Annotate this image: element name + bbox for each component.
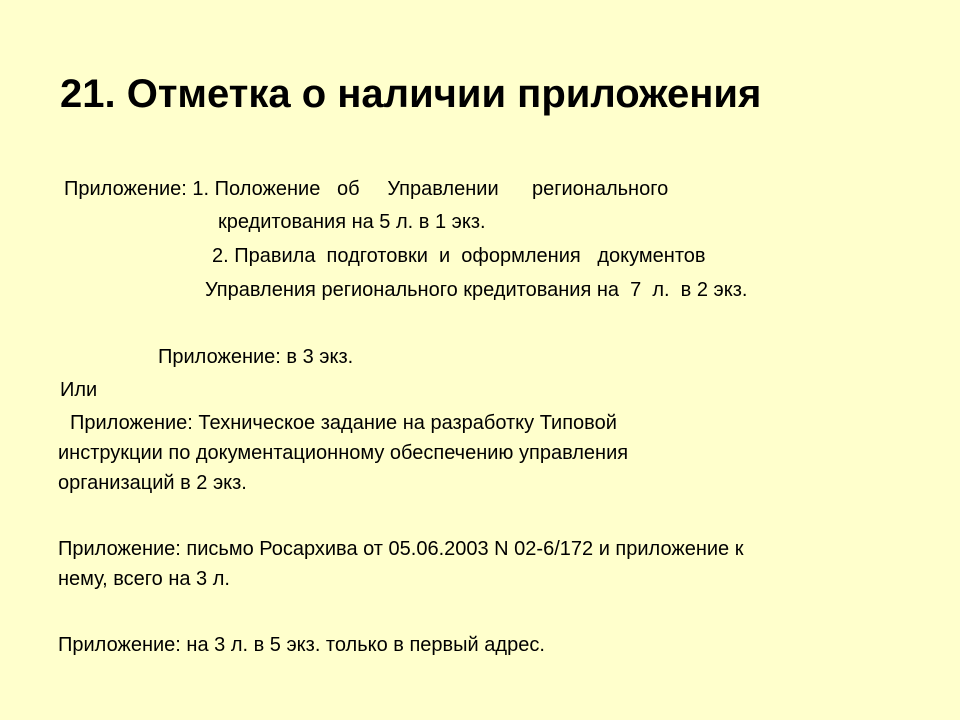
example1-line3: 2. Правила подготовки и оформления документов <box>212 245 706 267</box>
example4-line1: Приложение: письмо Росархива от 05.06.2003 N 02-6/172 и приложение к <box>58 538 744 560</box>
slide-title: 21. Отметка о наличии приложения <box>60 72 762 116</box>
example3-line3: организаций в 2 экз. <box>58 472 247 494</box>
example1-line4: Управления регионального кредитования на 7 л. в 2 экз. <box>205 279 748 301</box>
example5: Приложение: на 3 л. в 5 экз. только в первый адрес. <box>58 634 545 656</box>
example2: Приложение: в 3 экз. <box>158 346 354 368</box>
example3-line1: Приложение: Техническое задание на разработку Типовой <box>70 412 617 434</box>
example4-line2: нему, всего на 3 л. <box>58 568 230 590</box>
or-label: Или <box>60 379 98 401</box>
example1-line1: Приложение: 1. Положение об Управлении регионального <box>64 178 669 200</box>
example3-line2: инструкции по документационному обеспечению управления <box>58 442 629 464</box>
example1-line2: кредитования на 5 л. в 1 экз. <box>218 211 486 233</box>
